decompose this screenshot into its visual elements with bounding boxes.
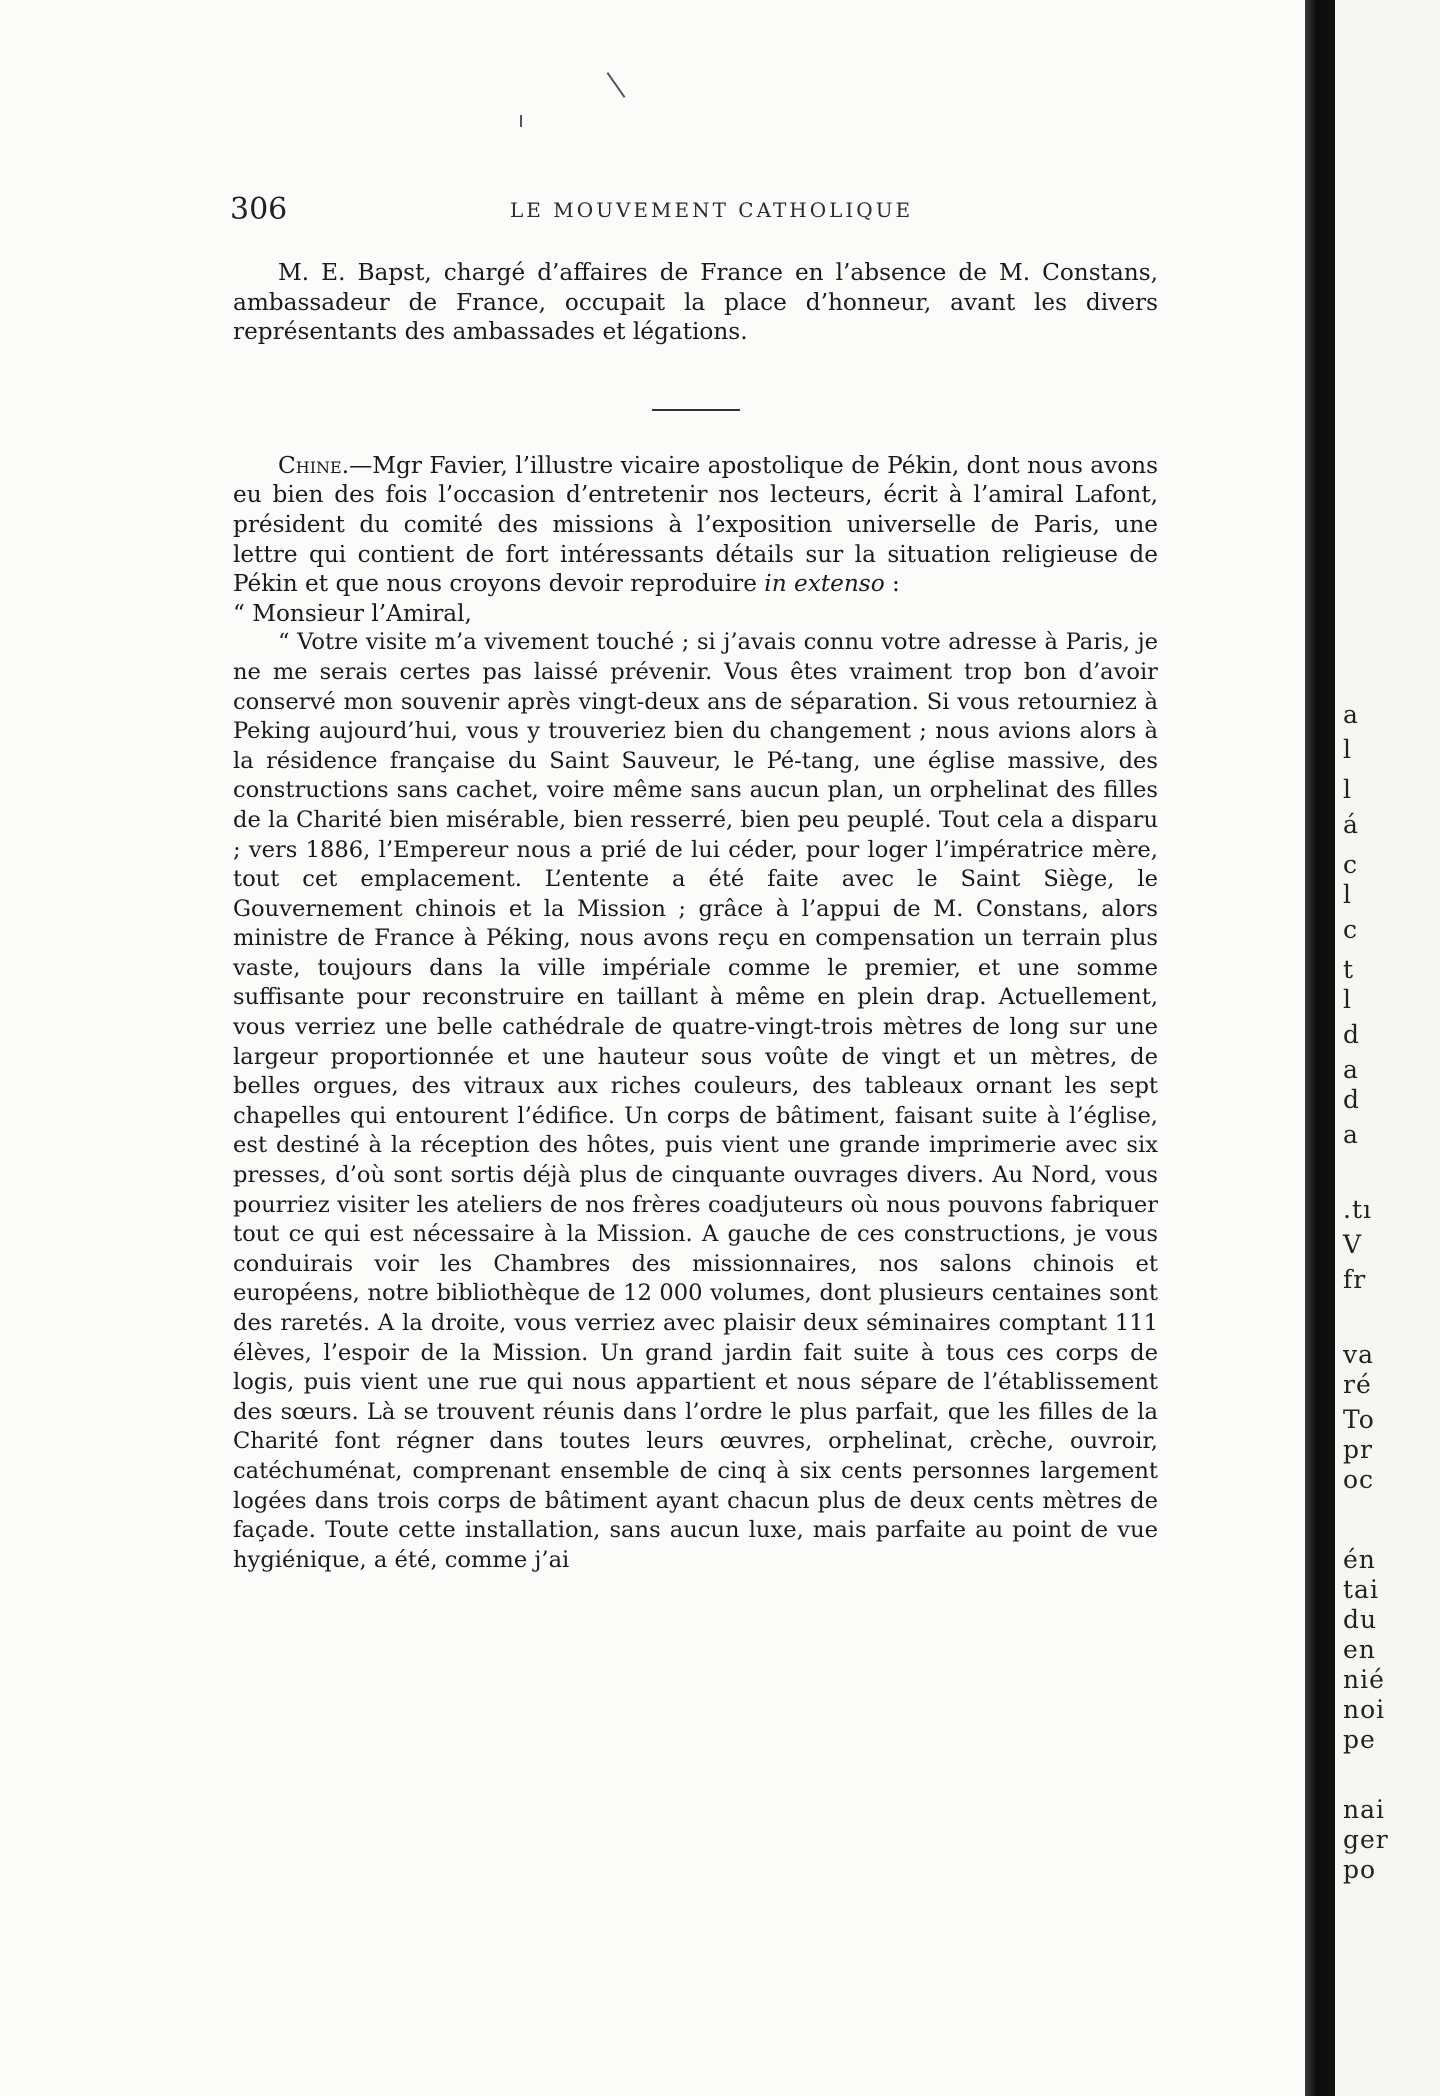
facing-page-fragment: l <box>1343 735 1352 764</box>
facing-page-fragment: l <box>1343 880 1352 909</box>
facing-page-fragment: én <box>1343 1545 1376 1574</box>
intro-paragraph: M. E. Bapst, chargé d’affaires de France en l’absence de M. Constans, ambassadeur de France, occupait la place d’honneur, avant les divers représentants des ambassades et légations. <box>233 259 1158 346</box>
facing-page-fragment: .tı <box>1343 1195 1372 1224</box>
facing-page-fragment: pr <box>1343 1435 1373 1464</box>
chine-body: —Mgr Favier, l’illustre vicaire apostolique de Pékin, dont nous avons eu bien des fois l’occasion d’entretenir nos lecteurs, écrit à l’amiral Lafont, président du comité des missions à l’exposition universelle de Paris, une lettre qui contient de fort intéressants détails sur la situation religieuse de Pékin et que nous croyons devoir reproduire <box>233 451 1158 598</box>
facing-page-fragment: a <box>1343 1120 1359 1149</box>
page-header <box>230 192 1240 232</box>
facing-page-fragment: d <box>1343 1020 1361 1049</box>
facing-page-fragment: nié <box>1343 1665 1385 1694</box>
body-text <box>233 258 1158 1575</box>
facing-page-fragment: a <box>1343 700 1359 729</box>
facing-page-fragment: ger <box>1343 1825 1389 1854</box>
facing-page-fragment: l <box>1343 985 1352 1014</box>
facing-page-fragment: en <box>1343 1635 1376 1664</box>
facing-page-fragment: tai <box>1343 1575 1379 1604</box>
section-separator <box>652 409 740 411</box>
chine-label: Chine. <box>278 451 350 479</box>
facing-page-fragment: l <box>1343 775 1352 804</box>
chine-italic: in extenso <box>764 570 885 598</box>
facing-page-fragment: c <box>1343 850 1359 879</box>
facing-page-fragment: d <box>1343 1085 1361 1114</box>
facing-page-fragment: noi <box>1343 1695 1386 1724</box>
facing-page-fragment: t <box>1343 955 1355 984</box>
facing-page-fragment: a <box>1343 1055 1359 1084</box>
scan-speck <box>607 72 626 98</box>
facing-page-fragment: á <box>1343 810 1359 839</box>
facing-page-fragment: ré <box>1343 1370 1372 1399</box>
page-number: 306 <box>230 192 288 227</box>
facing-page-fragment: oc <box>1343 1465 1375 1494</box>
facing-page-fragment: To <box>1343 1405 1375 1434</box>
letter-paragraph: “ Votre visite m’a vivement touché ; si j’avais connu votre adresse à Paris, je ne me serais certes pas laissé prévenir. Vous êtes vraiment trop bon d’avoir conservé mon souvenir après vingt-deux ans de séparation. Si vous retourniez à Peking aujourd’hui, vous y trouveriez bien du changement ; nous avions alors à la résidence française du Saint Sauveur, le Pé-tang, une église massive, des constructions sans cachet, voire même sans aucun plan, un orphelinat des filles de la Charité bien misérable, bien resserré, bien peu peuplé. Tout cela a disparu ; vers 1886, l’Empereur nous a prié de lui céder, pour loger l’impératrice mère, tout cet emplacement. L’entente a été faite avec le Saint Siège, le Gouvernement chinois et la Mission ; grâce à l’appui de M. Constans, alors ministre de France à Péking, nous avons reçu en compensation un terrain plus vaste, toujours dans la ville impériale comme le premier, et une somme suffisante pour reconstruire en taillant à même en plein drap. Actuellement, vous verriez une belle cathédrale de quatre-vingt-trois mètres de long sur une largeur proportionnée et une hauteur sous voûte de vingt et un mètres, de belles orgues, des vitraux aux riches couleurs, des tableaux ornant les sept chapelles qui entourent l’édifice. Un corps de bâtiment, faisant suite à l’église, est destiné à la réception des hôtes, puis vient une grande imprimerie avec six presses, d’où sont sortis déjà plus de cinquante ouvrages divers. Au Nord, vous pourriez visiter les ateliers de nos frères coadjuteurs où nous pouvons fabriquer tout ce qui est nécessaire à la Mission. A gauche de ces constructions, je vous conduirais voir les Chambres des missionnaires, nos salons chinois et européens, notre bibliothèque de 12 000 volumes, dont plusieurs centaines sont des raretés. A la droite, vous verriez avec plaisir deux séminaires comptant 111 élèves, l’espoir de la Mission. Un grand jardin fait suite à tous ces corps de logis, puis vient une rue qui nous appartient et nous sépare de l’établissement des sœurs. Là se trouvent réunis dans l’ordre le plus parfait, que les filles de la Charité font régner dans toutes leurs œuvres, orphelinat, crèche, ouvroir, catéchuménat, comprenant ensemble de cinq à six cents personnes largement logées dans trois corps de bâtiment ayant chacun plus de deux cents mètres de façade. Toute cette installation, sans aucun luxe, mais parfaite au point de vue hygiénique, a été, comme j’ai <box>233 629 1158 1573</box>
facing-page-fragment: po <box>1343 1855 1377 1884</box>
facing-page-edge <box>1335 0 1440 2096</box>
chine-paragraph <box>233 451 1158 599</box>
chine-end: : <box>884 570 900 598</box>
facing-page-fragment: c <box>1343 915 1359 944</box>
facing-page-fragment: pe <box>1343 1725 1376 1754</box>
book-gutter <box>1305 0 1335 2096</box>
facing-page-fragment: va <box>1343 1340 1375 1369</box>
facing-page-fragment: nai <box>1343 1795 1386 1824</box>
scan-speck <box>520 115 522 127</box>
facing-page-fragment: V <box>1343 1230 1363 1259</box>
letter-salutation: “ Monsieur l’Amiral, <box>233 599 472 627</box>
running-head: LE MOUVEMENT CATHOLIQUE <box>510 198 914 222</box>
facing-page-fragment: fr <box>1343 1265 1367 1294</box>
facing-page-fragment: du <box>1343 1605 1378 1634</box>
